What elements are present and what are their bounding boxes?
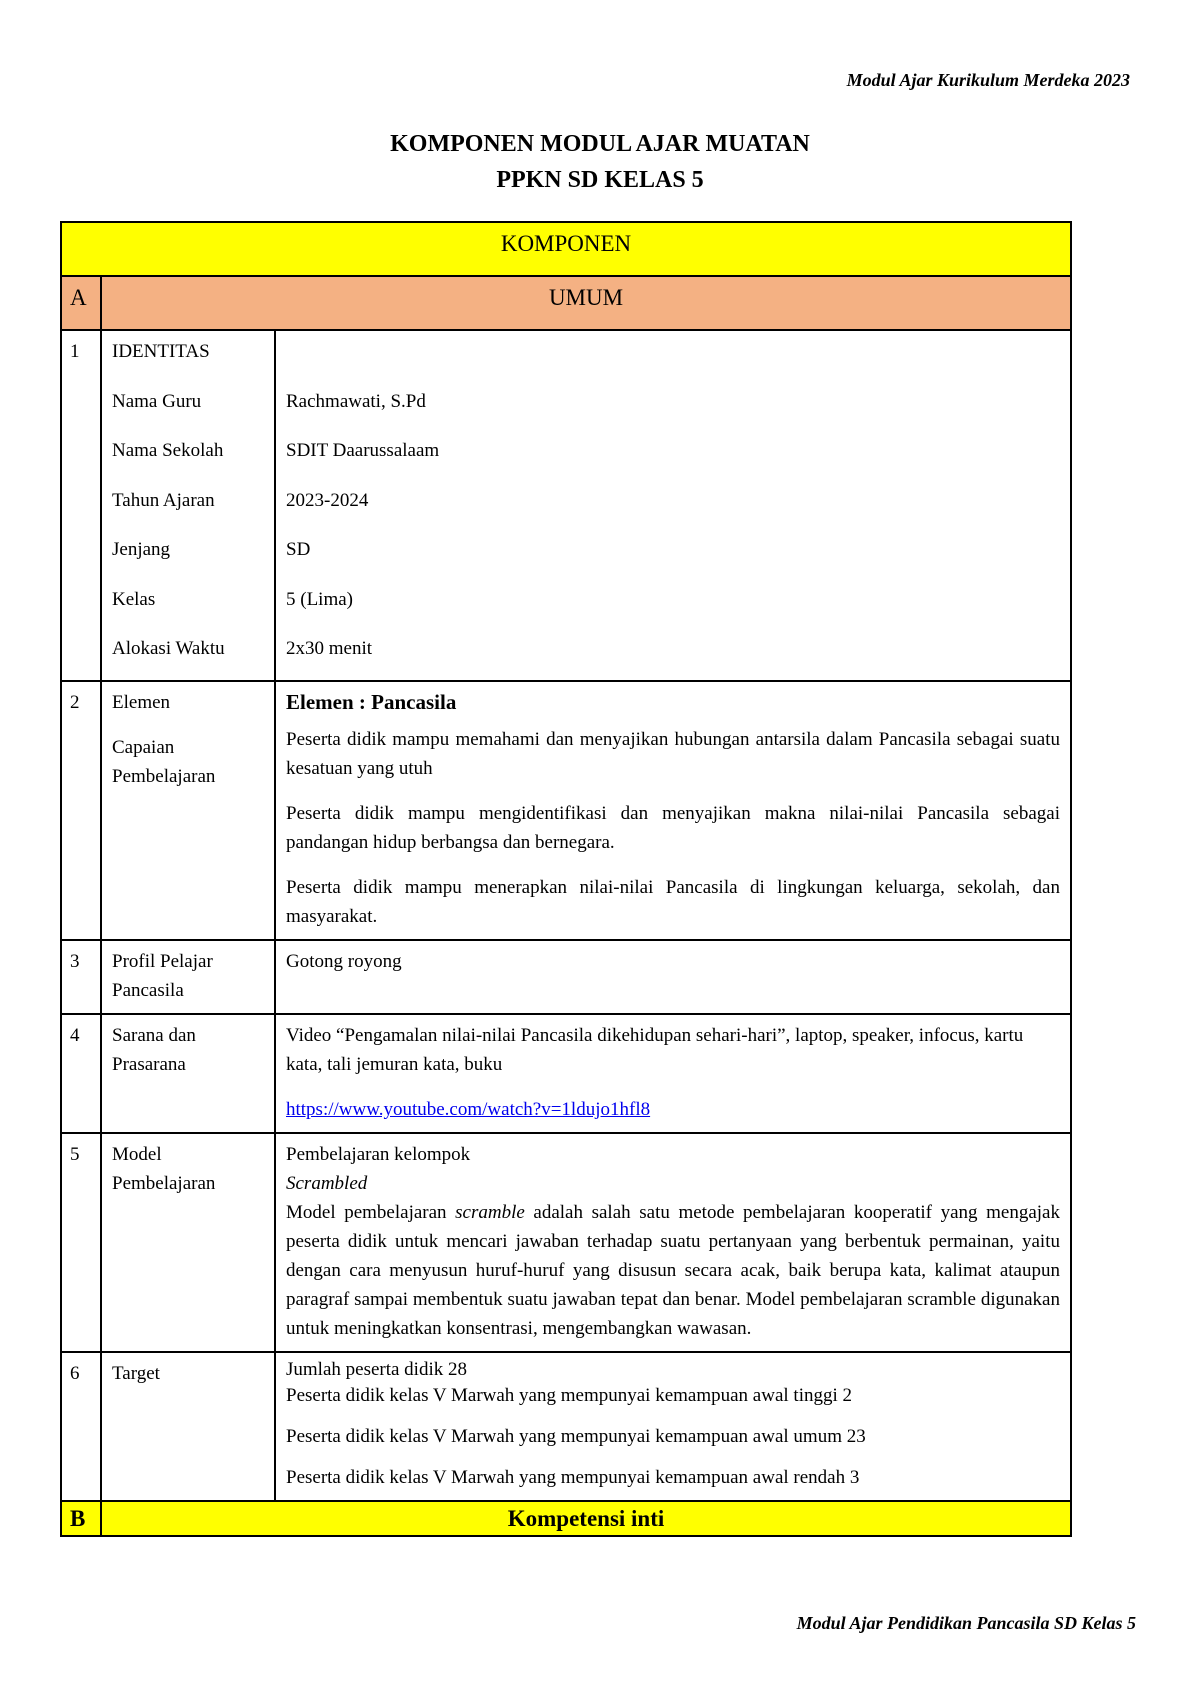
- elemen-labels: [101, 681, 275, 940]
- target-label: Target: [101, 1352, 275, 1501]
- identity-label: Kelas: [112, 588, 156, 610]
- target-content: [275, 1352, 1071, 1501]
- table-row: [61, 940, 1071, 1014]
- section-b-row: [61, 1501, 1071, 1536]
- section-a-letter: A: [61, 276, 101, 330]
- section-a-label: UMUM: [101, 276, 1071, 330]
- table-row: [61, 1014, 1071, 1133]
- elemen-label: Elemen: [112, 692, 171, 713]
- table-row: [61, 1352, 1071, 1501]
- komponen-heading: KOMPONEN: [61, 222, 1071, 276]
- identity-label: IDENTITAS: [112, 341, 210, 362]
- identity-label: Jenjang: [112, 539, 171, 560]
- header-note: Modul Ajar Kurikulum Merdeka 2023: [846, 70, 1130, 90]
- identity-value: Rachmawati, S.Pd: [286, 390, 426, 412]
- model-description: [286, 1198, 1060, 1343]
- identity-label: Nama Guru: [112, 390, 202, 412]
- profil-label: Profil Pelajar Pancasila: [101, 940, 275, 1014]
- identity-label: Alokasi Waktu: [112, 638, 225, 659]
- row-number: 1: [61, 330, 101, 681]
- section-b-letter: B: [61, 1501, 101, 1536]
- identity-label: Tahun Ajaran: [112, 489, 215, 511]
- capaian-label: Capaian Pembelajaran: [112, 737, 216, 787]
- section-a-row: [61, 276, 1071, 330]
- target-line: Peserta didik kelas V Marwah yang mempunyai kemampuan awal rendah 3: [286, 1467, 860, 1488]
- row-number: 6: [61, 1352, 101, 1501]
- identity-value: [286, 337, 1060, 387]
- elemen-content: [275, 681, 1071, 940]
- model-line: Pembelajaran kelompok: [286, 1144, 471, 1165]
- row-number: 4: [61, 1014, 101, 1133]
- page-title: [0, 126, 1200, 198]
- model-label: Model Pembelajaran: [101, 1133, 275, 1352]
- title-line-2: PPKN SD KELAS 5: [496, 167, 704, 193]
- identity-value: 2023-2024: [286, 489, 369, 511]
- row-number: 2: [61, 681, 101, 940]
- youtube-link[interactable]: https://www.youtube.com/watch?v=1ldujo1hfl8: [286, 1099, 651, 1120]
- row-number: 3: [61, 940, 101, 1014]
- identity-values: [275, 330, 1071, 681]
- footer-note: Modul Ajar Pendidikan Pancasila SD Kelas 5: [796, 1613, 1136, 1633]
- identity-label: Nama Sekolah: [112, 440, 224, 461]
- komponen-row: [61, 222, 1071, 276]
- elemen-value: Elemen : Pancasila: [286, 690, 457, 714]
- identity-labels: [101, 330, 275, 681]
- title-line-1: KOMPONEN MODUL AJAR MUATAN: [390, 131, 810, 157]
- sarana-label: Sarana dan Prasarana: [101, 1014, 275, 1133]
- capaian-paragraph: Peserta didik mampu memahami dan menyajikan hubungan antarsila dalam Pancasila sebagai suatu kesatuan yang utuh: [286, 729, 1060, 779]
- target-line: Peserta didik kelas V Marwah yang mempunyai kemampuan awal umum 23: [286, 1426, 866, 1447]
- identity-value: SD: [286, 539, 311, 560]
- identity-value: SDIT Daarussalaam: [286, 440, 440, 461]
- target-line: Peserta didik kelas V Marwah yang mempunyai kemampuan awal tinggi 2: [286, 1385, 853, 1406]
- sarana-content: [275, 1014, 1071, 1133]
- desc-pre: Model pembelajaran: [286, 1202, 456, 1223]
- capaian-paragraph: Peserta didik mampu mengidentifikasi dan menyajikan makna nilai-nilai Pancasila sebagai pandangan hidup berbangsa dan bernegara.: [286, 803, 1060, 853]
- model-content: [275, 1133, 1071, 1352]
- sarana-value: Video “Pengamalan nilai-nilai Pancasila dikehidupan sehari-hari”, laptop, speaker, infocus, kartu kata, tali jemuran kata, buku: [286, 1025, 1024, 1075]
- row-number: 5: [61, 1133, 101, 1352]
- desc-post: adalah salah satu metode pembelajaran kooperatif yang mengajak peserta didik untuk mencari jawaban terhadap suatu pertanyaan yang berbentuk permainan, yaitu dengan cara menyusun huruf-huruf yang disusun secara acak, baik berupa kata, kalimat ataupun paragraf sampai membentuk suatu jawaban tepat dan benar. Model pembelajaran scramble digunakan untuk meningkatkan konsentrasi, mengembangkan wawasan.: [286, 1202, 1060, 1339]
- profil-value: Gotong royong: [275, 940, 1071, 1014]
- desc-italic: scramble: [455, 1202, 525, 1223]
- section-b-label: Kompetensi inti: [101, 1501, 1071, 1536]
- table-row: [61, 330, 1071, 681]
- target-line: Jumlah peserta didik 28: [286, 1359, 467, 1380]
- identity-value: 5 (Lima): [286, 588, 354, 610]
- table-row: [61, 681, 1071, 940]
- model-name: [286, 1169, 1060, 1198]
- capaian-paragraph: Peserta didik mampu menerapkan nilai-nilai Pancasila di lingkungan keluarga, sekolah, dan masyarakat.: [286, 877, 1060, 927]
- module-table: [60, 221, 1072, 1537]
- model-name-text: Scrambled: [286, 1173, 368, 1194]
- identity-value: 2x30 menit: [286, 638, 373, 659]
- table-row: [61, 1133, 1071, 1352]
